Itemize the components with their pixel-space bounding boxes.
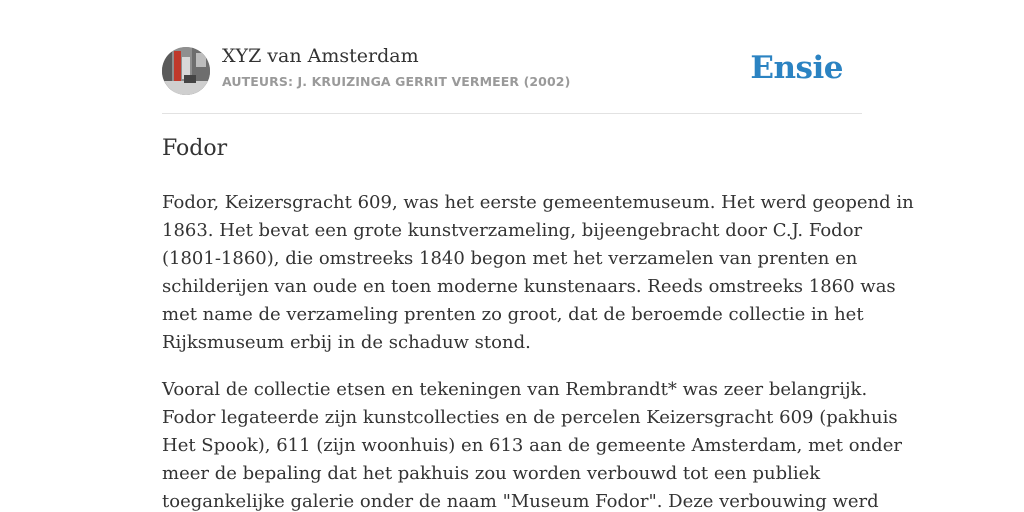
text-line: Vooral de collectie etsen en tekeningen van Rembrandt* was zeer belangrijk. [162, 379, 868, 400]
article-container [162, 0, 914, 512]
text-line: schilderijen van oude en toen moderne kunstenaars. Reeds omstreeks 1860 was [162, 276, 896, 297]
text-line: Fodor legateerde zijn kunstcollecties en de percelen Keizersgracht 609 (pakhuis [162, 407, 898, 428]
text-line: Rijksmuseum erbij in de schaduw stond. [162, 332, 531, 353]
ensie-logo[interactable]: Ensie [750, 50, 843, 86]
text-line: Fodor, Keizersgracht 609, was het eerste gemeentemuseum. Het werd geopend in [162, 192, 914, 213]
source-authors: AUTEURS: J. KRUIZINGA GERRIT VERMEER (2002) [222, 74, 571, 89]
entry-body [162, 189, 914, 512]
source-header [162, 0, 862, 114]
text-line: 1863. Het bevat een grote kunstverzameling, bijeengebracht door C.J. Fodor [162, 220, 863, 241]
text-line: met name de verzameling prenten zo groot, dat de beroemde collectie in het [162, 304, 864, 325]
source-title[interactable]: XYZ van Amsterdam [222, 45, 419, 67]
paragraph-1 [162, 189, 914, 357]
text-line: toegankelijke galerie onder de naam "Museum Fodor". Deze verbouwing werd [162, 491, 879, 512]
text-line: meer de bepaling dat het pakhuis zou worden verbouwd tot een publiek [162, 463, 821, 484]
entry-title: Fodor [162, 136, 228, 161]
text-line: Het Spook), 611 (zijn woonhuis) en 613 aan de gemeente Amsterdam, met onder [162, 435, 902, 456]
street-photo-avatar-icon[interactable] [162, 47, 210, 95]
text-line: (1801-1860), die omstreeks 1840 begon met het verzamelen van prenten en [162, 248, 858, 269]
paragraph-2 [162, 376, 902, 512]
